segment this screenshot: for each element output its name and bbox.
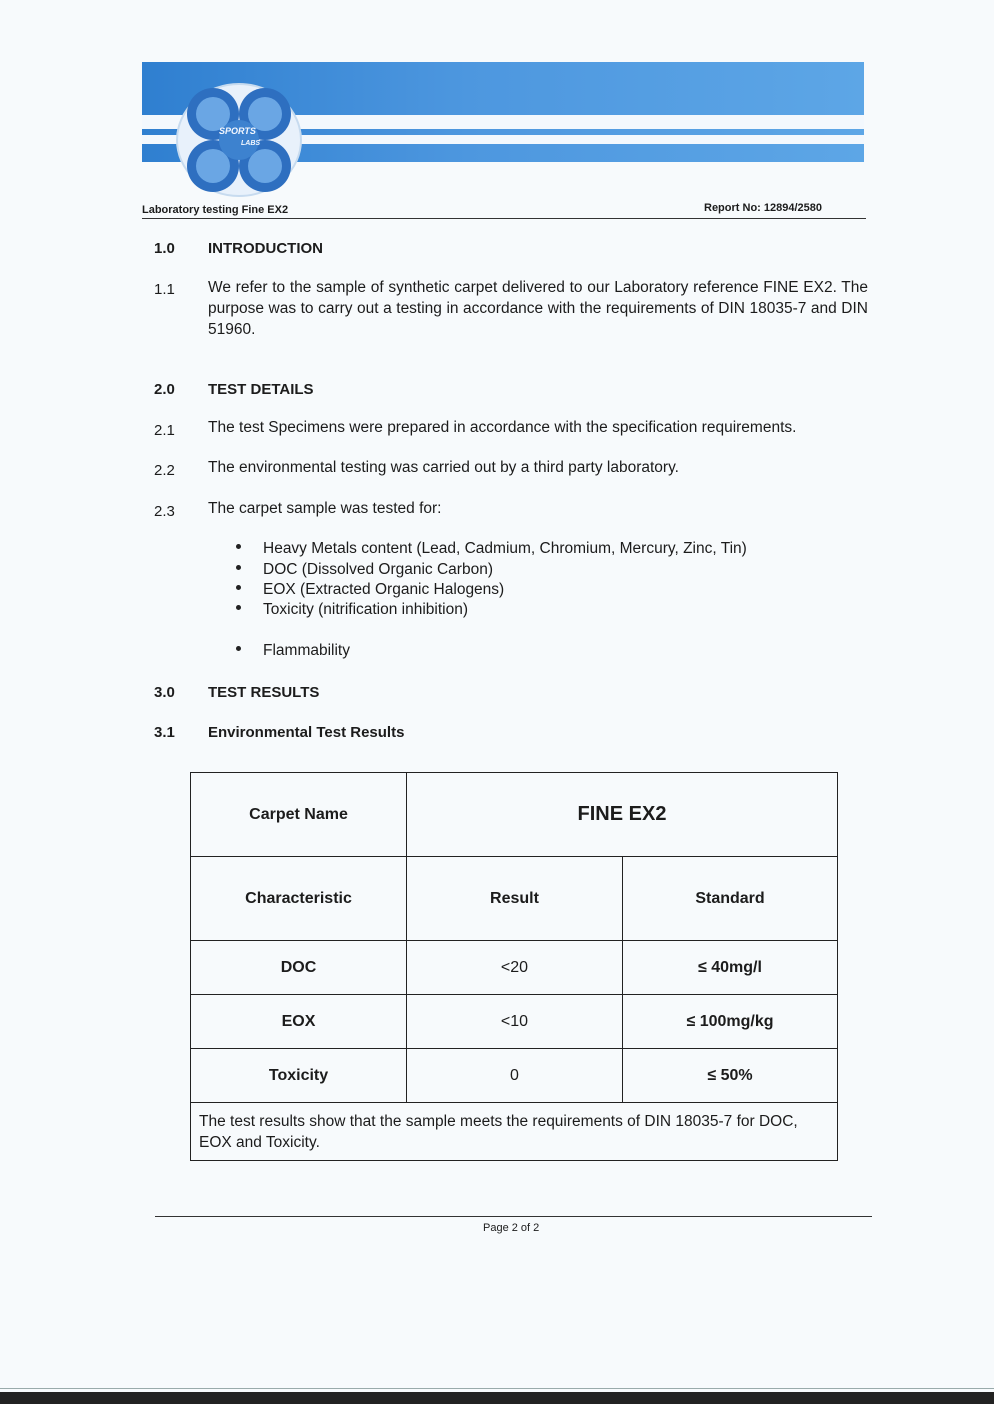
table-row — [191, 773, 838, 857]
test-details-text: The test Specimens were prepared in accordance with the specification requirements. — [208, 419, 797, 436]
section-number: 1.0 — [154, 240, 175, 257]
cell-standard: ≤ 100mg/kg — [623, 995, 838, 1049]
section-number: 2.0 — [154, 381, 175, 398]
list-item-text: Flammability — [263, 642, 350, 659]
section-number: 3.1 — [154, 724, 175, 741]
list-item — [236, 601, 468, 619]
section-number: 2.1 — [154, 422, 175, 439]
table-row — [191, 941, 838, 995]
cell-standard: ≤ 40mg/l — [623, 941, 838, 995]
column-header-result: Result — [407, 857, 623, 941]
environmental-results-table — [190, 772, 838, 1161]
section-number: 1.1 — [154, 281, 175, 298]
cell-result: 0 — [407, 1049, 623, 1103]
bullet-icon — [236, 544, 241, 549]
cell-standard: ≤ 50% — [623, 1049, 838, 1103]
cell-characteristic: DOC — [191, 941, 407, 995]
report-number: Report No: 12894/2580 — [704, 202, 822, 214]
bullet-icon — [236, 565, 241, 570]
list-item-text: DOC (Dissolved Organic Carbon) — [263, 561, 493, 578]
logo-text-labs: LABS — [241, 140, 261, 147]
table-row — [191, 1049, 838, 1103]
section-number: 2.2 — [154, 462, 175, 479]
column-header-standard: Standard — [623, 857, 838, 941]
cell-characteristic: EOX — [191, 995, 407, 1049]
cell-characteristic: Toxicity — [191, 1049, 407, 1103]
sports-labs-logo — [175, 82, 303, 198]
section-heading-test-details: TEST DETAILS — [208, 381, 314, 398]
section-heading-environmental-results: Environmental Test Results — [208, 724, 405, 741]
section-heading-introduction: INTRODUCTION — [208, 240, 323, 257]
introduction-paragraph: We refer to the sample of synthetic carpet delivered to our Laboratory reference FINE EX2. The purpose was to carry out a testing in accordance with the requirements of DIN 18035-7 and DIN 51960. — [208, 279, 868, 338]
bullet-icon — [236, 585, 241, 590]
carpet-name-label: Carpet Name — [191, 773, 407, 857]
header-rule — [142, 218, 866, 219]
bullet-icon — [236, 646, 241, 651]
header-title: Laboratory testing Fine EX2 — [142, 204, 289, 216]
table-header-row — [191, 857, 838, 941]
cell-result: <20 — [407, 941, 623, 995]
section-number: 2.3 — [154, 503, 175, 520]
list-item — [236, 540, 747, 558]
scan-edge — [0, 1388, 994, 1389]
section-number: 3.0 — [154, 684, 175, 701]
logo-text-sports: SPORTS — [219, 126, 256, 136]
cell-result: <10 — [407, 995, 623, 1049]
test-details-text: The carpet sample was tested for: — [208, 500, 442, 517]
list-item — [236, 642, 350, 660]
list-item-text: Heavy Metals content (Lead, Cadmium, Chromium, Mercury, Zinc, Tin) — [263, 540, 747, 557]
test-details-text: The environmental testing was carried out by a third party laboratory. — [208, 459, 679, 476]
bullet-icon — [236, 605, 241, 610]
column-header-characteristic: Characteristic — [191, 857, 407, 941]
footer-rule — [155, 1216, 872, 1217]
carpet-name-value: FINE EX2 — [407, 773, 838, 857]
list-item-text: Toxicity (nitrification inhibition) — [263, 601, 469, 618]
list-item — [236, 581, 504, 599]
results-conclusion-note: The test results show that the sample meets the requirements of DIN 18035-7 for DOC, EOX and Toxicity. — [191, 1103, 838, 1161]
table-note-row — [191, 1103, 838, 1161]
list-item — [236, 561, 493, 579]
section-heading-test-results: TEST RESULTS — [208, 684, 320, 701]
scan-edge — [0, 1392, 994, 1404]
page-number: Page 2 of 2 — [483, 1222, 540, 1234]
list-item-text: EOX (Extracted Organic Halogens) — [263, 581, 505, 598]
table-row — [191, 995, 838, 1049]
